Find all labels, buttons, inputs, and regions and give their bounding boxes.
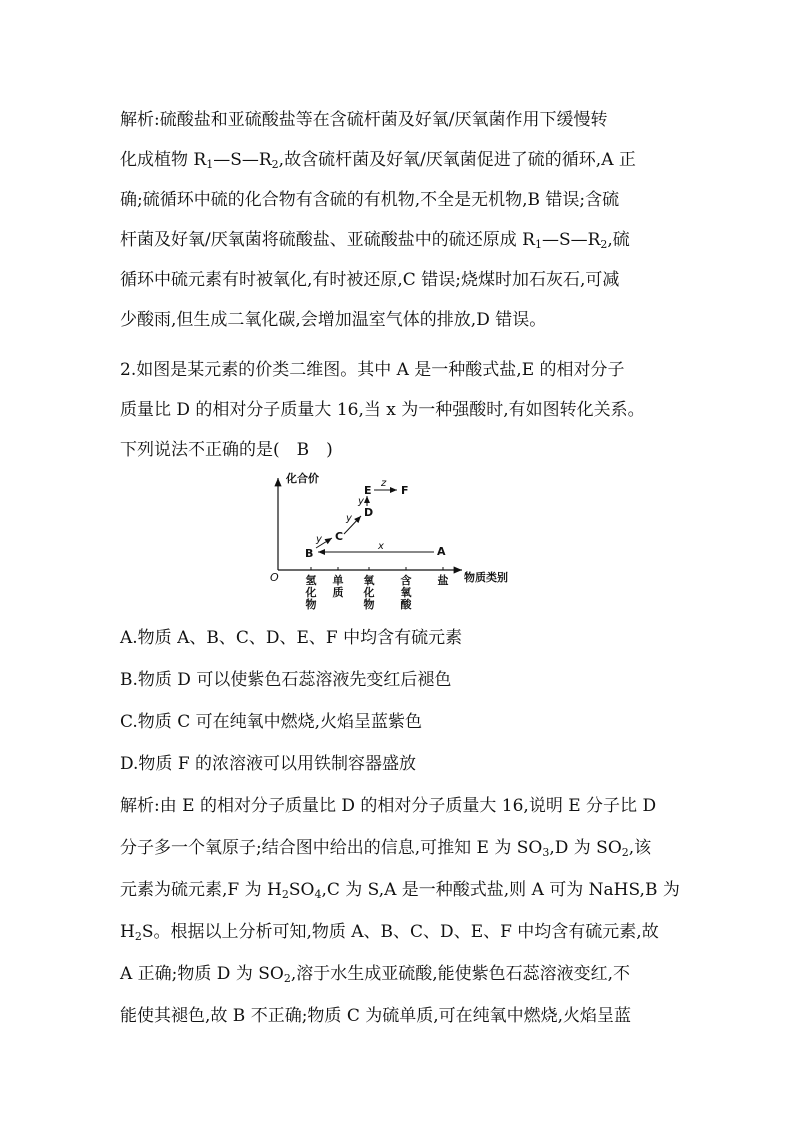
analysis1-line-4: 杆菌及好氧/厌氧菌将硫酸盐、亚硫酸盐中的硫还原成 $R_1—S—R_2$,硫 — [120, 230, 630, 251]
analysis1-line-1: 解析:硫酸盐和亚硫酸盐等在含硫杆菌及好氧/厌氧菌作用下缓慢转 — [120, 110, 608, 130]
category-element-char: 质 — [332, 586, 344, 599]
question2-line-1: 2.如图是某元素的价类二维图。其中 A 是一种酸式盐,E 的相对分子 — [120, 360, 625, 380]
analysis1-line-2: 化成植物 $R_1—S—R_2$,故含硫杆菌及好氧/厌氧菌促进了硫的循环,A 正 — [120, 150, 636, 171]
analysis2-line-2: 分子多一个氧原子;结合图中给出的信息,可推知 E 为 $SO_3,D$ 为 $SO_2$,该 — [120, 838, 652, 859]
analysis2-line-1: 解析:由 E 的相对分子质量比 D 的相对分子质量大 16,说明 E 分子比 D — [120, 796, 657, 816]
analysis2-line-5: A 正确;物质 D 为 $SO_2$,溶于水生成亚硫酸,能使紫色石蕊溶液变红,不 — [120, 964, 631, 985]
point-a: A — [437, 545, 446, 558]
point-e: E — [364, 484, 372, 497]
label-y-cd: y — [346, 513, 352, 524]
label-x: x — [378, 541, 384, 552]
category-oxide-char: 物 — [363, 598, 375, 611]
label-z: z — [381, 478, 387, 489]
option-a: A.物质 A、B、C、D、E、F 中均含有硫元素 — [120, 628, 463, 648]
category-oxide: 氧 — [363, 574, 375, 587]
category-hydride-char: 化 — [305, 586, 317, 599]
category-oxyacid-char: 氧 — [400, 586, 412, 599]
point-f: F — [401, 484, 409, 497]
x-axis-label: 物质类别 — [464, 571, 508, 584]
label-y-de: y — [358, 496, 364, 507]
category-oxyacid: 含 — [400, 574, 412, 587]
analysis1-line-6: 少酸雨,但生成二氧化碳,会增加温室气体的排放,D 错误。 — [120, 310, 547, 330]
question2-line-2: 质量比 D 的相对分子质量大 16,当 x 为一种强酸时,有如图转化关系。 — [120, 400, 645, 420]
diagram-svg — [250, 470, 550, 615]
valence-class-diagram — [250, 470, 550, 615]
origin-label: O — [270, 571, 279, 584]
analysis2-line-4: $H_2S$。根据以上分析可知,物质 A、B、C、D、E、F 中均含有硫元素,故 — [120, 922, 659, 943]
option-c: C.物质 C 可在纯氧中燃烧,火焰呈蓝紫色 — [120, 712, 423, 732]
y-axis-label: 化合价 — [286, 472, 319, 485]
label-y-bc: y — [316, 534, 322, 545]
category-hydride-char: 物 — [305, 598, 317, 611]
category-hydride: 氢 — [305, 574, 317, 587]
analysis2-line-6: 能使其褪色,故 B 不正确;物质 C 为硫单质,可在纯氧中燃烧,火焰呈蓝 — [120, 1006, 632, 1026]
analysis1-line-5: 循环中硫元素有时被氧化,有时被还原,C 错误;烧煤时加石灰石,可减 — [120, 270, 620, 290]
point-b: B — [305, 547, 314, 560]
analysis2-line-3: 元素为硫元素,F 为 $H_2SO_4,C$ 为 S,A 是一种酸式盐,则 A 可为 NaHS,B 为 — [120, 880, 680, 901]
category-oxide-char: 化 — [363, 586, 375, 599]
analysis1-line-3: 确;硫循环中硫的化合物有含硫的有机物,不全是无机物,B 错误;含硫 — [120, 190, 620, 210]
option-b: B.物质 D 可以使紫色石蕊溶液先变红后褪色 — [120, 670, 452, 690]
category-oxyacid-char: 酸 — [400, 598, 412, 611]
category-element: 单 — [332, 574, 344, 587]
point-d: D — [364, 506, 374, 519]
option-d: D.物质 F 的浓溶液可以用铁制容器盛放 — [120, 754, 417, 774]
question2-line-3: 下列说法不正确的是( B ) — [120, 440, 333, 460]
point-c: C — [335, 530, 344, 543]
category-salt: 盐 — [437, 574, 449, 587]
